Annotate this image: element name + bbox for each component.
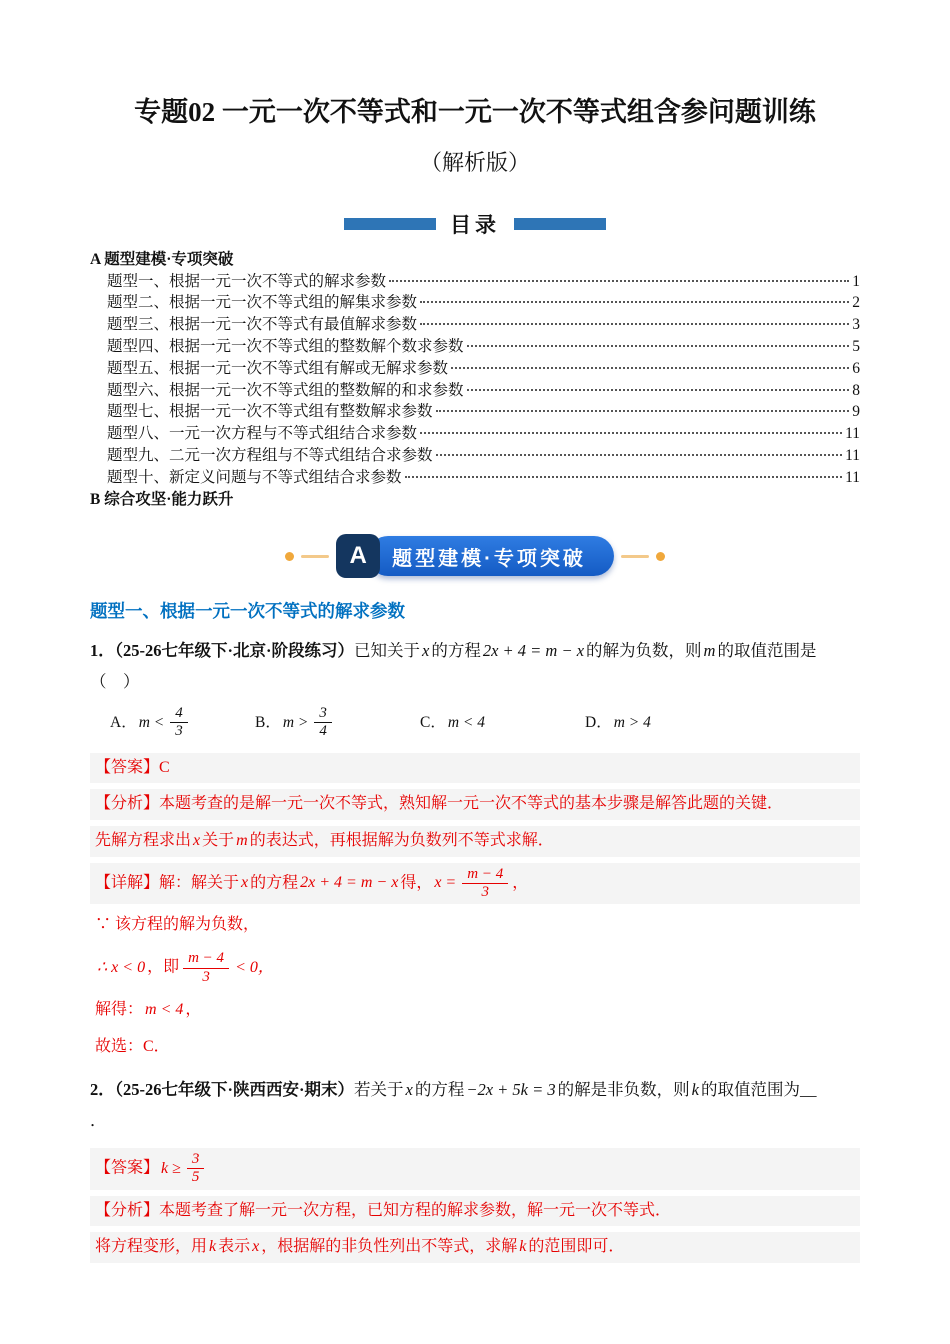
fraction-numerator: m − 4 bbox=[183, 950, 229, 968]
toc-item bbox=[90, 336, 860, 358]
analysis-text: 本题考查了解一元一次方程，已知方程的解求参数，解一元一次不等式． bbox=[159, 1201, 672, 1219]
toc-section-b: B 综合攻坚·能力跃升 bbox=[90, 490, 234, 508]
math-variable: m bbox=[236, 832, 248, 850]
question-2-segment: 的方程 bbox=[414, 1080, 465, 1100]
math-expression: k ≥ bbox=[161, 1159, 181, 1177]
toc-page-number: 5 bbox=[852, 337, 860, 355]
toc-dot-leader bbox=[436, 410, 850, 412]
question-1-source: （25-26七年级下·北京·阶段练习） bbox=[114, 641, 354, 661]
math-expression: < 0， bbox=[235, 958, 274, 976]
toc-item bbox=[90, 423, 860, 445]
question-2-source: （25-26七年级下·陕西西安·期末） bbox=[114, 1080, 354, 1100]
detail-text: ， bbox=[512, 874, 529, 892]
toc-heading-bar-right bbox=[514, 218, 606, 230]
banner-title: 题型建模·专项突破 bbox=[368, 536, 614, 576]
option-a-label: A． bbox=[110, 714, 137, 732]
toc-item-label: 题型七、根据一元一次不等式组有整数解求参数 bbox=[107, 403, 433, 421]
toc-dot-leader bbox=[405, 476, 843, 478]
option-a bbox=[110, 705, 255, 741]
toc-page-number: 11 bbox=[845, 425, 860, 443]
section-a-banner bbox=[90, 534, 860, 578]
question-2-solution bbox=[90, 1148, 860, 1263]
analysis-text: 本题考查的是解一元一次不等式，熟知解一元一次不等式的基本步骤是解答此题的关键． bbox=[159, 795, 784, 813]
fraction-denominator: 3 bbox=[175, 723, 183, 740]
detail-text: 得， bbox=[400, 874, 433, 892]
toc-dot-leader bbox=[420, 432, 842, 434]
fraction-numerator: 4 bbox=[170, 705, 188, 723]
math-variable: k bbox=[691, 1080, 699, 1100]
detail-label: 【详解】 bbox=[95, 874, 160, 892]
toc-item bbox=[90, 445, 860, 467]
option-b-expression: m > bbox=[282, 714, 309, 732]
banner-line-right bbox=[621, 555, 649, 558]
toc-item bbox=[90, 467, 860, 489]
option-b bbox=[255, 705, 420, 741]
question-2-line-2: ． bbox=[90, 1111, 107, 1131]
question-1-solution bbox=[90, 753, 860, 1063]
toc-page-number: 8 bbox=[852, 381, 860, 399]
toc-item bbox=[90, 401, 860, 423]
analysis-line-1 bbox=[90, 789, 860, 820]
fraction bbox=[314, 705, 332, 741]
question-2-segment: 的解是非负数，则 bbox=[557, 1080, 690, 1100]
toc-item-label: 题型九、二元一次方程组与不等式组结合求参数 bbox=[107, 446, 433, 464]
toc-heading: 目录 bbox=[450, 212, 500, 237]
analysis-text: 的表达式，再根据解为负数列不等式求解． bbox=[249, 832, 554, 850]
fraction-numerator: m − 4 bbox=[462, 866, 508, 884]
toc-item-label: 题型六、根据一元一次不等式组的整数解的和求参数 bbox=[107, 381, 464, 399]
toc-item bbox=[90, 358, 860, 380]
math-equation: 2x + 4 = m − x bbox=[300, 874, 399, 892]
question-2-number: 2． bbox=[90, 1080, 115, 1100]
fraction-numerator: 3 bbox=[314, 705, 332, 723]
math-equation: −2x + 5k = 3 bbox=[466, 1080, 556, 1100]
fraction-denominator: 5 bbox=[191, 1169, 200, 1186]
topic1-heading: 题型一、根据一元一次不等式的解求参数 bbox=[90, 601, 405, 622]
question-1-segment: 的解为负数，则 bbox=[586, 641, 702, 661]
math-variable: x bbox=[252, 1238, 260, 1256]
toc-item bbox=[90, 380, 860, 402]
analysis-text: 表示 bbox=[218, 1238, 251, 1256]
option-b-label: B． bbox=[255, 714, 281, 732]
detail-text: 解：解关于 bbox=[159, 874, 240, 892]
answer-label: 【答案】 bbox=[95, 1159, 160, 1177]
analysis-line-2 bbox=[90, 1232, 860, 1263]
banner-letter-badge: A bbox=[336, 534, 380, 578]
analysis-text: 关于 bbox=[202, 832, 235, 850]
option-a-expression: m < bbox=[138, 714, 165, 732]
detail-line-1 bbox=[90, 863, 860, 905]
option-c-label: C． bbox=[420, 714, 446, 732]
fraction bbox=[462, 866, 508, 902]
answer-label: 【答案】 bbox=[95, 758, 160, 776]
toc-item-label: 题型二、根据一元一次不等式组的解集求参数 bbox=[107, 294, 418, 312]
analysis-label: 【分析】 bbox=[95, 795, 160, 813]
toc-item-label: 题型十、新定义问题与不等式组结合求参数 bbox=[107, 468, 402, 486]
question-1 bbox=[90, 637, 860, 740]
toc-page-number: 11 bbox=[845, 446, 860, 464]
toc-page-number: 3 bbox=[852, 316, 860, 334]
toc-item bbox=[90, 292, 860, 314]
detail-because-line: ∵ 该方程的解为负数， bbox=[95, 916, 260, 934]
question-1-options bbox=[90, 705, 860, 741]
banner-dot-right-icon bbox=[656, 552, 665, 561]
fraction-denominator: 3 bbox=[481, 884, 489, 901]
toc-page-number: 1 bbox=[852, 272, 860, 290]
toc-dot-leader bbox=[420, 301, 849, 303]
fraction-denominator: 4 bbox=[319, 723, 327, 740]
detail-text: 解得： bbox=[95, 1000, 144, 1018]
option-d bbox=[585, 709, 653, 736]
answer-line bbox=[90, 1148, 860, 1190]
toc-dot-leader bbox=[467, 389, 850, 391]
toc-item-label: 题型四、根据一元一次不等式组的整数解个数求参数 bbox=[107, 337, 464, 355]
toc-item-label: 题型五、根据一元一次不等式组有解或无解求参数 bbox=[107, 359, 449, 377]
fraction-denominator: 3 bbox=[202, 968, 210, 985]
option-c bbox=[420, 709, 585, 736]
banner-dot-left-icon bbox=[285, 552, 294, 561]
toc-item-label: 题型八、一元一次方程与不等式组结合求参数 bbox=[107, 425, 418, 443]
toc-page-number: 11 bbox=[845, 468, 860, 486]
detail-therefore-line bbox=[90, 947, 860, 989]
toc-dot-leader bbox=[420, 323, 849, 325]
table-of-contents bbox=[90, 249, 860, 511]
toc-page-number: 9 bbox=[852, 403, 860, 421]
option-d-expression: m > 4 bbox=[613, 714, 651, 732]
question-2-text bbox=[90, 1076, 860, 1105]
toc-page-number: 2 bbox=[852, 294, 860, 312]
fraction bbox=[187, 1151, 205, 1187]
toc-heading-bar-left bbox=[344, 218, 436, 230]
math-variable: k bbox=[519, 1238, 527, 1256]
answer-line bbox=[90, 753, 860, 784]
toc-dot-leader bbox=[436, 454, 843, 456]
question-2-segment: 的取值范围为 bbox=[700, 1080, 800, 1100]
toc-page-number: 6 bbox=[852, 359, 860, 377]
question-1-segment: 的方程 bbox=[431, 641, 481, 661]
toc-section-a: A 题型建模·专项突破 bbox=[90, 250, 234, 268]
question-2-segment: 若关于 bbox=[354, 1080, 404, 1100]
detail-text: 的方程 bbox=[250, 874, 299, 892]
question-1-segment: 已知关于 bbox=[354, 641, 420, 661]
fraction bbox=[183, 950, 229, 986]
question-1-segment: 的取值范围是 bbox=[717, 641, 817, 661]
question-1-text bbox=[90, 637, 860, 666]
math-variable: x bbox=[193, 832, 201, 850]
toc-heading-row bbox=[90, 209, 860, 239]
toc-item bbox=[90, 314, 860, 336]
math-variable: x bbox=[405, 1080, 413, 1100]
fraction bbox=[170, 705, 188, 741]
math-variable: x bbox=[422, 641, 430, 661]
math-expression: x = bbox=[434, 874, 457, 892]
detail-text: ，即 bbox=[147, 958, 180, 976]
option-d-label: D． bbox=[585, 714, 612, 732]
toc-dot-leader bbox=[451, 367, 849, 369]
question-1-answer-bracket: （ ） bbox=[90, 672, 140, 692]
banner-line-left bbox=[301, 555, 329, 558]
detail-solve-line bbox=[90, 995, 860, 1026]
answer-value: C bbox=[159, 758, 170, 776]
detail-conclusion-line: 故选：C． bbox=[95, 1037, 170, 1055]
toc-item-label: 题型一、根据一元一次不等式的解求参数 bbox=[107, 272, 387, 290]
fraction-numerator: 3 bbox=[187, 1151, 205, 1169]
toc-dot-leader bbox=[389, 280, 849, 282]
math-expression: ∴ x < 0 bbox=[97, 958, 146, 976]
math-equation: 2x + 4 = m − x bbox=[482, 641, 585, 661]
answer-blank: __ bbox=[799, 1080, 817, 1100]
document-title: 专题02 一元一次不等式和一元一次不等式组含参问题训练 bbox=[134, 97, 816, 127]
toc-dot-leader bbox=[467, 345, 850, 347]
option-c-expression: m < 4 bbox=[447, 714, 485, 732]
question-2 bbox=[90, 1076, 860, 1136]
analysis-text: ，根据解的非负性列出不等式，求解 bbox=[261, 1238, 518, 1256]
detail-text: ， bbox=[185, 1000, 202, 1018]
analysis-line-2 bbox=[90, 826, 860, 857]
document-subtitle: （解析版） bbox=[419, 149, 530, 175]
analysis-text: 先解方程求出 bbox=[95, 832, 192, 850]
analysis-text: 将方程变形，用 bbox=[95, 1238, 208, 1256]
toc-item-label: 题型三、根据一元一次不等式有最值解求参数 bbox=[107, 316, 418, 334]
question-1-number: 1． bbox=[90, 641, 115, 661]
math-variable: x bbox=[241, 874, 249, 892]
math-variable: k bbox=[209, 1238, 217, 1256]
toc-item bbox=[90, 271, 860, 293]
analysis-label: 【分析】 bbox=[95, 1201, 160, 1219]
math-expression: m < 4 bbox=[145, 1000, 184, 1018]
math-variable: m bbox=[703, 641, 716, 661]
analysis-line-1 bbox=[90, 1196, 860, 1227]
analysis-text: 的范围即可． bbox=[528, 1238, 625, 1256]
